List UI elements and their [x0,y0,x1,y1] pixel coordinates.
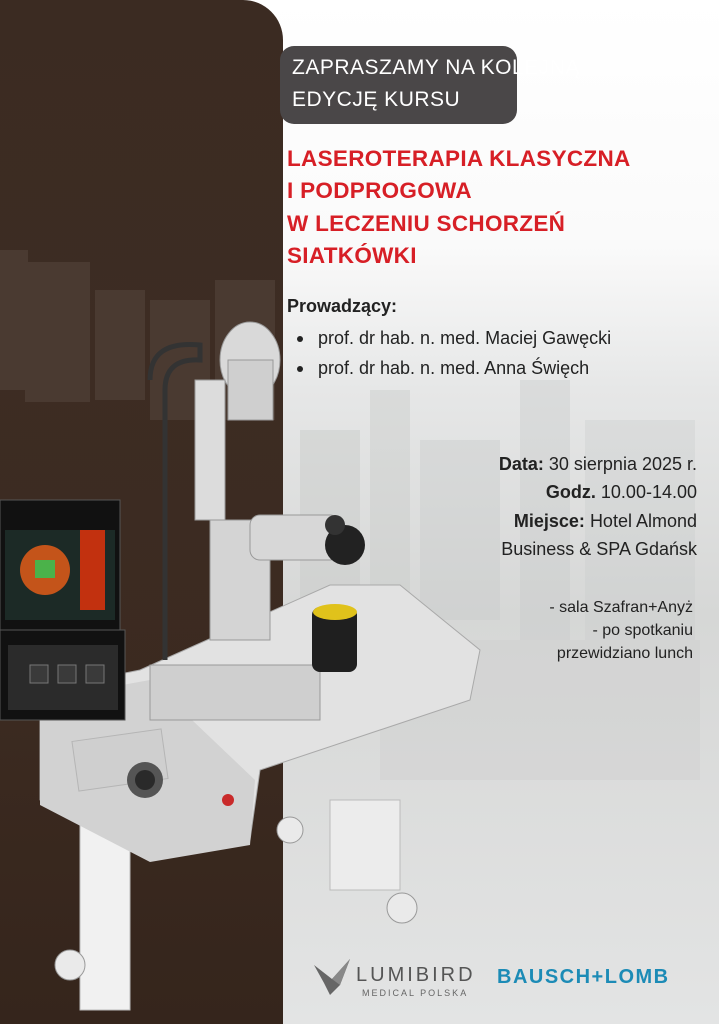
course-title-line-2: I PODPROGOWA [287,178,472,203]
invite-line-2: EDYCJĘ KURSU [292,88,461,111]
lumibird-logo [310,955,490,1000]
bullet-icon [297,336,303,342]
course-title-line-1: LASEROTERAPIA KLASYCZNA [287,146,631,171]
date-info [499,454,697,475]
lumibird-name: LUMIBIRD [356,964,476,986]
course-title-line-3: W LECZENIU SCHORZEŃ [287,211,566,236]
place-value-line-2: Business & SPA Gdańsk [501,539,697,559]
bausch-lomb-logo: BAUSCH+LOMB [497,966,670,988]
invite-line-1: ZAPRASZAMY NA KOLEJNĄ [292,56,580,79]
time-label: Godz. [545,482,596,502]
host-item [297,358,589,379]
time-value: 10.00-14.00 [600,482,697,502]
place-value-line-1: Hotel Almond [589,511,697,531]
bird-icon [310,955,358,1000]
slit-lamp-laser-machine-image [0,300,520,1024]
note-line-3: przewidziano lunch [556,645,693,662]
host-item [297,328,611,349]
date-value: 30 sierpnia 2025 r. [548,454,697,474]
time-info [546,482,697,503]
hosts-label: Prowadzący: [287,296,398,316]
bullet-icon [297,366,303,372]
host-name: prof. dr hab. n. med. Maciej Gawęcki [318,328,612,348]
course-title-line-4: SIATKÓWKI [287,243,417,268]
lumibird-subtitle: MEDICAL POLSKA [362,988,469,998]
place-info [514,511,697,532]
host-name: prof. dr hab. n. med. Anna Święch [318,358,590,378]
note-line-2: - po spotkaniu [592,622,693,639]
note-line-1: - sala Szafran+Anyż [549,599,693,616]
invite-banner [280,46,580,124]
place-label: Miejsce: [513,511,585,531]
date-label: Data: [498,454,544,474]
